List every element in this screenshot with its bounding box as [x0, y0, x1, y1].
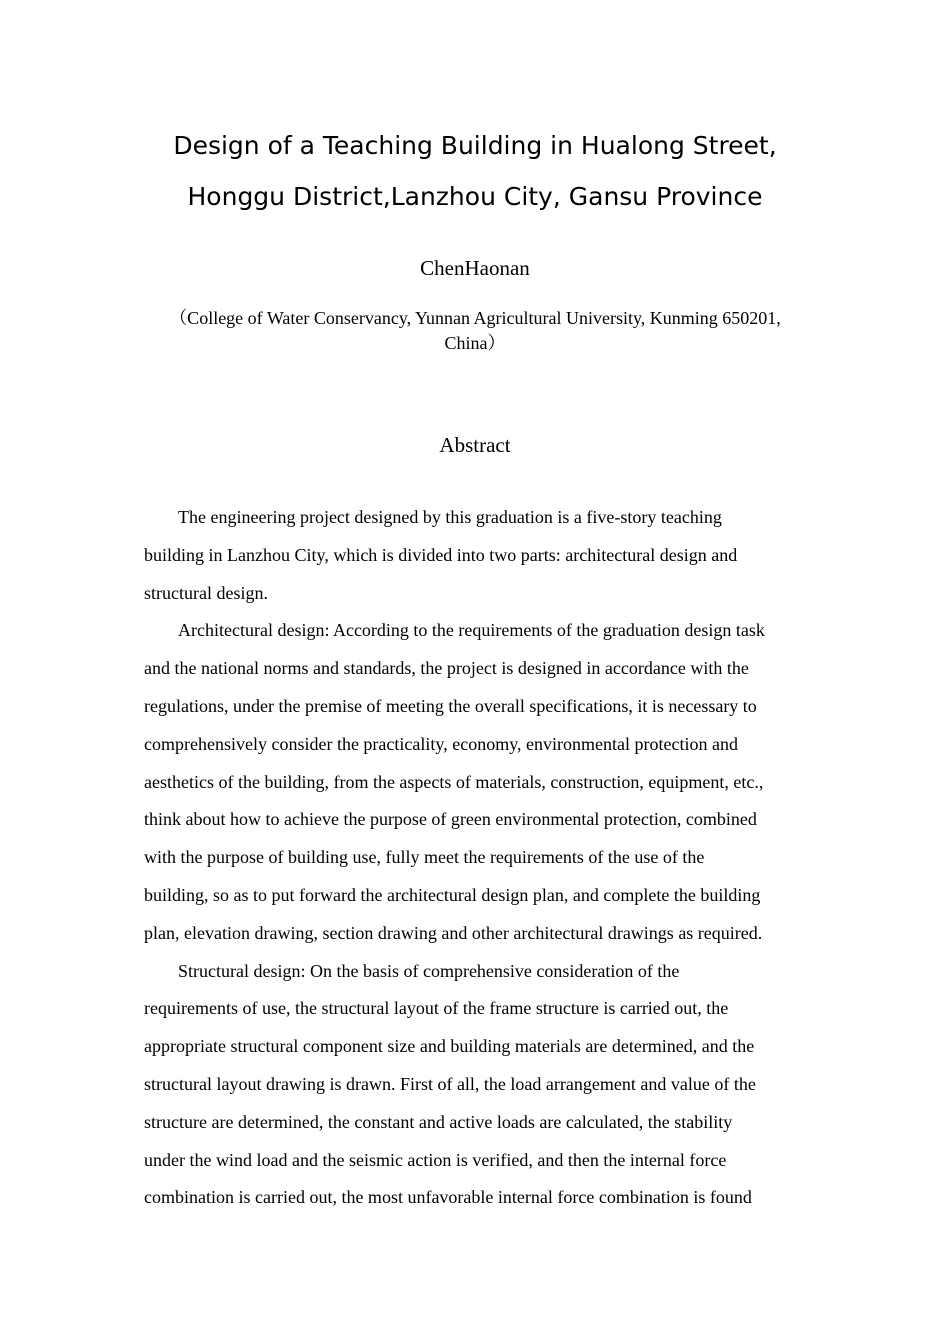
abstract-line: plan, elevation drawing, section drawing and other architectural drawings as required. — [144, 922, 763, 943]
abstract-line: building, so as to put forward the architectural design plan, and complete the building — [144, 884, 761, 905]
abstract-body — [144, 499, 809, 1217]
abstract-line: think about how to achieve the purpose of green environmental protection, combined — [144, 809, 757, 830]
abstract-line: Structural design: On the basis of comprehensive consideration of the — [178, 960, 680, 981]
abstract-paragraph — [144, 953, 809, 1218]
abstract-line: aesthetics of the building, from the aspects of materials, construction, equipment, etc., — [144, 771, 764, 792]
abstract-line: combination is carried out, the most unfavorable internal force combination is found — [144, 1187, 752, 1208]
affiliation-line: China） — [444, 333, 506, 353]
paper-title-line: Honggu District,Lanzhou City, Gansu Province — [187, 182, 763, 211]
abstract-line: structure are determined, the constant and active loads are calculated, the stability — [144, 1111, 733, 1132]
paper-title — [120, 120, 830, 222]
abstract-line: with the purpose of building use, fully meet the requirements of the use of the — [144, 847, 705, 868]
abstract-line: The engineering project designed by this graduation is a five-story teaching — [178, 507, 722, 527]
author-affiliation — [150, 306, 800, 356]
paper-title-line: Design of a Teaching Building in Hualong Street, — [173, 131, 777, 160]
abstract-line: regulations, under the premise of meeting the overall specifications, it is necessary to — [144, 695, 757, 716]
abstract-line: structural layout drawing is drawn. First of all, the load arrangement and value of the — [144, 1073, 756, 1094]
abstract-paragraph — [144, 499, 809, 612]
abstract-line: appropriate structural component size and building materials are determined, and the — [144, 1036, 755, 1057]
abstract-paragraph — [144, 612, 809, 952]
abstract-heading: Abstract — [439, 433, 511, 457]
abstract-line: Architectural design: According to the requirements of the graduation design task — [178, 620, 765, 641]
abstract-line: building in Lanzhou City, which is divided into two parts: architectural design and — [144, 544, 738, 565]
abstract-line: comprehensively consider the practicality, economy, environmental protection and — [144, 733, 738, 754]
abstract-line: and the national norms and standards, the project is designed in accordance with the — [144, 658, 749, 679]
abstract-line: structural design. — [144, 582, 268, 603]
abstract-line: under the wind load and the seismic action is verified, and then the internal force — [144, 1149, 727, 1170]
abstract-line: requirements of use, the structural layout of the frame structure is carried out, the — [144, 998, 729, 1019]
author-name: ChenHaonan — [420, 256, 530, 280]
affiliation-line: （College of Water Conservancy, Yunnan Agricultural University, Kunming 650201, — [169, 308, 781, 328]
